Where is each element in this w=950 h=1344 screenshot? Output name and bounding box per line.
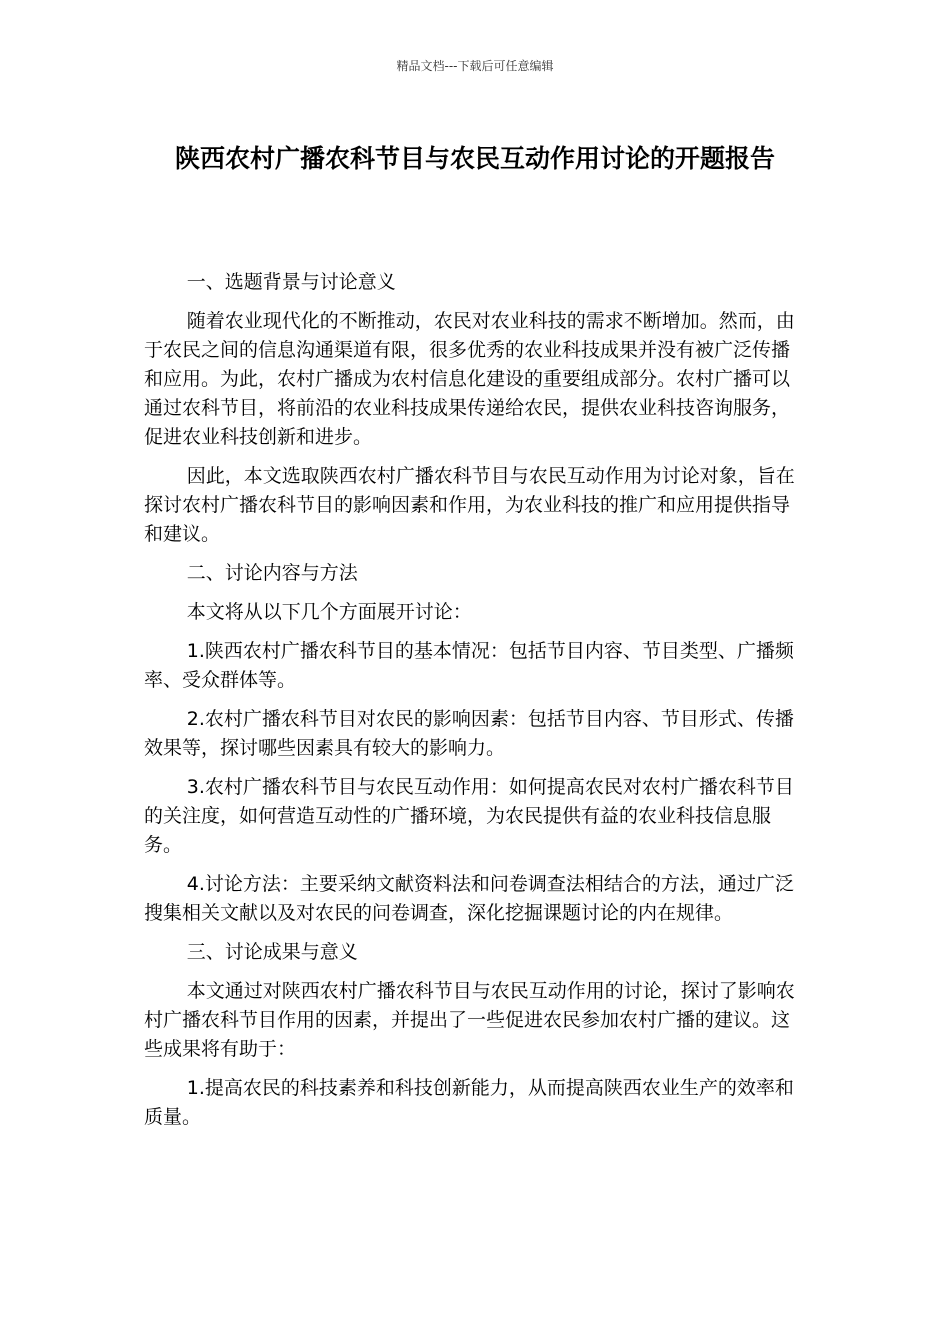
paragraph: 因此，本文选取陕西农村广播农科节目与农民互动作用为讨论对象，旨在探讨农村广播农科节目的影响因素和作用，为农业科技的推广和应用提供指导和建议。 bbox=[144, 465, 795, 545]
section-heading-1: 一、选题背景与讨论意义 bbox=[186, 271, 396, 293]
section-heading-2: 二、讨论内容与方法 bbox=[186, 562, 358, 584]
document-title: 陕西农村广播农科节目与农民互动作用讨论的开题报告 bbox=[174, 144, 775, 173]
paragraph: 本文将从以下几个方面展开讨论： bbox=[186, 601, 472, 623]
list-item: 3.农村广播农科节目与农民互动作用：如何提高农民对农村广播农科节目的关注度，如何营造互动性的广播环境，为农民提供有益的农业科技信息服务。 bbox=[144, 776, 794, 856]
list-item: 1.陕西农村广播农科节目的基本情况：包括节目内容、节目类型、广播频率、受众群体等。 bbox=[144, 640, 794, 691]
section-heading-3: 三、讨论成果与意义 bbox=[186, 941, 358, 963]
document-body bbox=[144, 268, 804, 1142]
header-note: 精品文档---下载后可任意编辑 bbox=[396, 59, 554, 73]
paragraph: 本文通过对陕西农村广播农科节目与农民互动作用的讨论，探讨了影响农村广播农科节目作用的因素，并提出了一些促进农民参加农村广播的建议。这些成果将有助于： bbox=[144, 980, 795, 1060]
paragraph: 随着农业现代化的不断推动，农民对农业科技的需求不断增加。然而，由于农民之间的信息沟通渠道有限，很多优秀的农业科技成果并没有被广泛传播和应用。为此，农村广播成为农村信息化建设的重要组成部分。农村广播可以通过农科节目，将前沿的农业科技成果传递给农民，提供农业科技咨询服务，促进农业科技创新和进步。 bbox=[144, 310, 795, 448]
list-item: 4.讨论方法：主要采纳文献资料法和问卷调查法相结合的方法，通过广泛搜集相关文献以及对农民的问卷调查，深化挖掘课题讨论的内在规律。 bbox=[144, 873, 794, 924]
list-item: 2.农村广播农科节目对农民的影响因素：包括节目内容、节目形式、传播效果等，探讨哪些因素具有较大的影响力。 bbox=[144, 708, 794, 759]
list-item: 1.提高农民的科技素养和科技创新能力，从而提高陕西农业生产的效率和质量。 bbox=[144, 1077, 794, 1128]
